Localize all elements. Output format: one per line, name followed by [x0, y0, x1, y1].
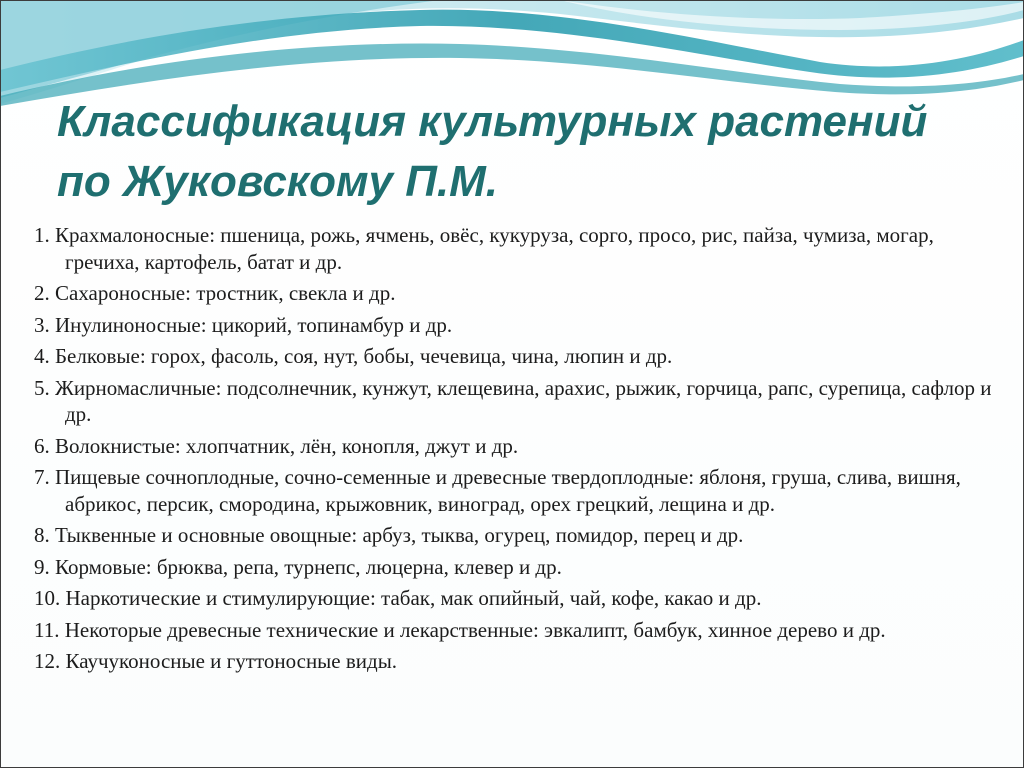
list-item: 8. Тыквенные и основные овощные: арбуз, тыква, огурец, помидор, перец и др. [34, 523, 744, 547]
list-item: 3. Инулиноносные: цикорий, топинамбур и др. [34, 312, 453, 337]
list-item: 1. Крахмалоносные: пшеница, рожь, ячмень, овёс, кукуруза, сорго, просо, рис, пайза, чумиза, могар, гречиха, картофель, батат и др. [34, 223, 934, 274]
classification-list [34, 222, 1004, 680]
title-line-1: Классификация культурных растений [57, 97, 928, 146]
list-item: 4. Белковые: горох, фасоль, соя, нут, бобы, чечевица, чина, люпин и др. [34, 344, 673, 368]
list-item: 7. Пищевые сочноплодные, сочно-семенные и древесные твердоплодные: яблоня, груша, слива, вишня, абрикос, персик, смородина, крыжовник, виноград, орех грецкий, лещина и др. [34, 465, 961, 516]
list-item: 6. Волокнистые: хлопчатник, лён, конопля, джут и др. [34, 433, 519, 458]
slide-title [57, 92, 977, 212]
list-item: 12. Каучуконосные и гуттоносные виды. [34, 649, 398, 673]
list-item: 2. Сахароносные: тростник, свекла и др. [34, 281, 396, 305]
list-item: 10. Наркотические и стимулирующие: табак, мак опийный, чай, кофе, какао и др. [34, 586, 762, 610]
list-item: 5. Жирномасличные: подсолнечник, кунжут, клещевина, арахис, рыжик, горчица, рапс, сурепица, сафлор и др. [34, 375, 992, 426]
title-line-2: по Жуковскому П.М. [57, 157, 498, 206]
list-item: 9. Кормовые: брюква, репа, турнепс, люцерна, клевер и др. [34, 554, 562, 579]
list-item: 11. Некоторые древесные технические и лекарственные: эвкалипт, бамбук, хинное дерево и др. [34, 617, 886, 642]
